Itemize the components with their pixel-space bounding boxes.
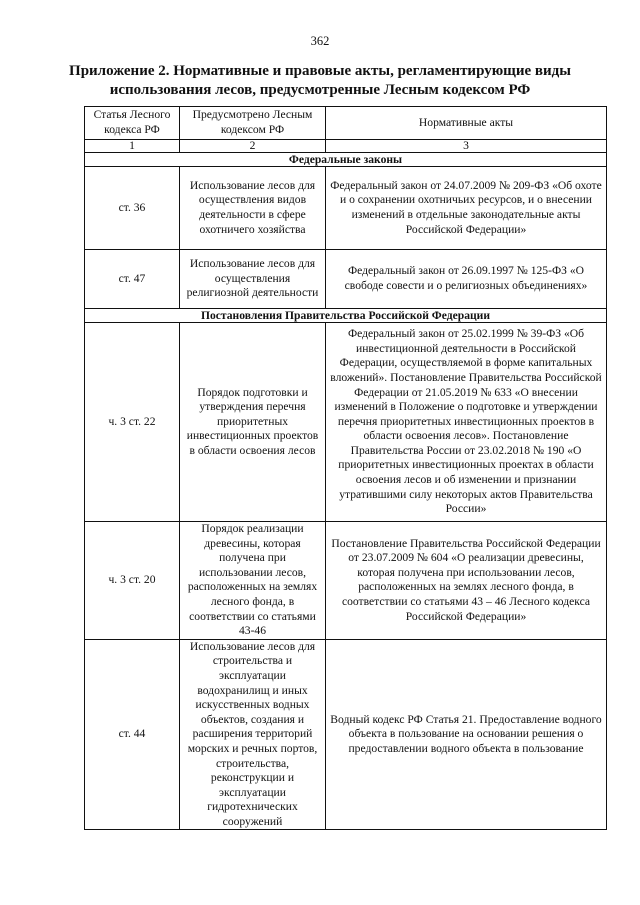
article-cell: ч. 3 ст. 20 [85,522,180,640]
table-header-row [85,107,607,140]
column-number: 3 [326,140,607,153]
table-row [85,167,607,250]
section-heading-government-decrees [85,309,607,323]
acts-cell: Водный кодекс РФ Статья 21. Предоставление водного объекта в пользование на основании решения о предоставлении водного объекта в пользование [326,639,607,830]
column-numbers-row [85,140,607,153]
acts-cell: Постановление Правительства Российской Федерации от 23.07.2009 № 604 «О реализации древесины, которая получена при использовании лесов, расположенных на землях лесного фонда, в соответствии со статьями 43 – 46 Лесного кодекса Российской Федерации» [326,522,607,640]
header-acts: Нормативные акты [326,107,607,140]
document-title: Приложение 2. Нормативные и правовые акты, регламентирующие виды использования лесов, предусмотренные Лесным кодексом РФ [69,63,571,98]
column-number: 1 [85,140,180,153]
provided-cell: Использование лесов для осуществления религиозной деятельности [180,250,326,309]
section-title: Федеральные законы [85,153,607,167]
article-cell: ст. 36 [85,167,180,250]
provided-cell: Использование лесов для осуществления видов деятельности в сфере охотничего хозяйства [180,167,326,250]
provided-cell: Использование лесов для строительства и эксплуатации водохранилищ и иных искусственных водных объектов, создания и расширения территорий морских и речных портов, строительства, реконструкции и эксплуатации гидротехнических сооружений [180,639,326,830]
acts-cell: Федеральный закон от 24.07.2009 № 209-ФЗ «Об охоте и о сохранении охотничьих ресурсов, и о внесении изменений в отдельные законодательные акты Российской Федерации» [326,167,607,250]
header-provided: Предусмотрено Лесным кодексом РФ [180,107,326,140]
acts-cell: Федеральный закон от 26.09.1997 № 125-ФЗ «О свободе совести и о религиозных объединениях» [326,250,607,309]
table-row [85,250,607,309]
article-cell: ст. 44 [85,639,180,830]
section-title: Постановления Правительства Российской Федерации [85,309,607,323]
article-cell: ч. 3 ст. 22 [85,323,180,522]
provided-cell: Порядок реализации древесины, которая получена при использовании лесов, расположенных на землях лесного фонда, в соответствии со статьями 43-46 [180,522,326,640]
provided-cell: Порядок подготовки и утверждения перечня приоритетных инвестиционных проектов в области освоения лесов [180,323,326,522]
table-row [85,522,607,640]
table-row [85,323,607,522]
header-article: Статья Лесного кодекса РФ [85,107,180,140]
page-number: 362 [310,34,330,48]
section-heading-federal-laws [85,153,607,167]
article-cell: ст. 47 [85,250,180,309]
acts-cell: Федеральный закон от 25.02.1999 № 39-ФЗ «Об инвестиционной деятельности в Российской Федерации, осуществляемой в форме капитальных вложений». Постановление Правительства Российской Федерации от 21.05.2019 № 633 «О внесении изменений в Положение о подготовке и утверждении перечня приоритетных инвестиционных проектов в области освоения лесов». Постановление Правительства России от 23.02.2018 № 190 «О приоритетных инвестиционных проектах в области освоения лесов и об изменении и признании утратившими силу некоторых актов Правительства России» [326,323,607,522]
column-number: 2 [180,140,326,153]
table-row [85,639,607,830]
normative-acts-table [84,106,607,830]
